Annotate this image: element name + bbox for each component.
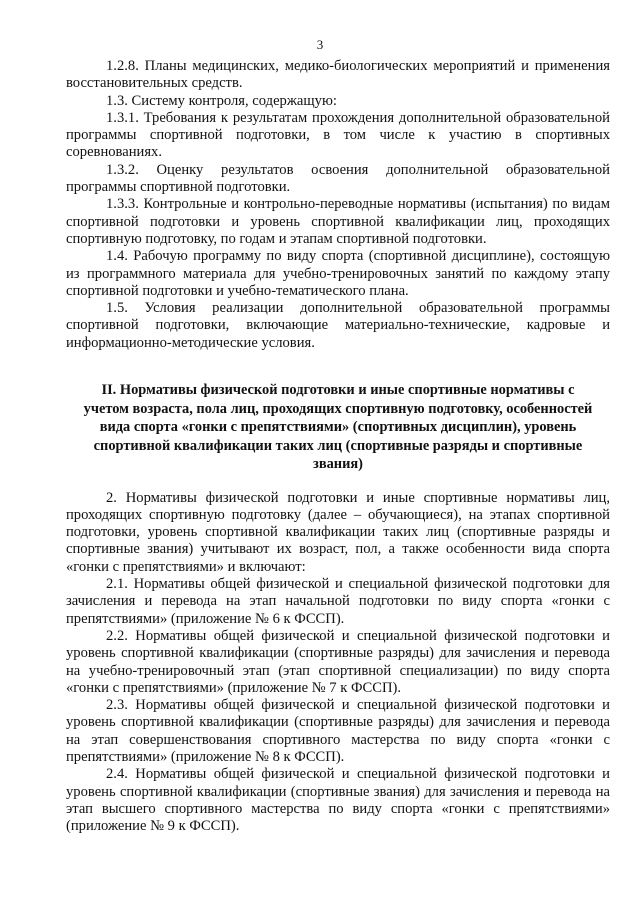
paragraph-2-2: 2.2. Нормативы общей физической и специальной физической подготовки и уровень спортивной квалификации (спортивные разряды) для зачисления и перевода на учебно-тренировочный этап (этап спортивной специализации) по виду спорта «гонки с препятствиями» (приложение № 7 к ФССП). xyxy=(66,627,610,696)
paragraph-2-1: 2.1. Нормативы общей физической и специальной физической подготовки для зачисления и перевода на этап начальной подготовки по виду спорта «гонки с препятствиями» (приложение № 6 к ФССП). xyxy=(66,576,610,627)
paragraph-1-3: 1.3. Систему контроля, содержащую: xyxy=(106,92,337,109)
paragraph-1-3-1: 1.3.1. Требования к результатам прохождения дополнительной образовательной программы спортивной подготовки, в том числе к участию в спортивных соревнованиях. xyxy=(66,109,610,161)
document-body xyxy=(66,58,610,835)
paragraph-1-4: 1.4. Рабочую программу по виду спорта (спортивной дисциплине), состоящую из программного материала для учебно-тренировочных занятий по каждому этапу спортивной подготовки и учебно-тематического плана. xyxy=(66,248,610,299)
section-heading: II. Нормативы физической подготовки и иные спортивные нормативы с учетом возраста, пола лиц, проходящих спортивную подготовку, особенностей вида спорта «гонки с препятствиями» (спортивных дисциплин), уровень спортивной квалификации таких лиц (спортивные разряды и спортивные звания) xyxy=(83,382,593,473)
paragraph-1-2-8: 1.2.8. Планы медицинских, медико-биологических мероприятий и применения восстановительных средств. xyxy=(66,58,610,92)
paragraph-1-3-3: 1.3.3. Контрольные и контрольно-переводные нормативы (испытания) по видам спортивной подготовки и уровень спортивной квалификации лиц, проходящих спортивную подготовку, по годам и этапам спортивной подготовки. xyxy=(66,196,610,247)
paragraph-1-3-2: 1.3.2. Оценку результатов освоения дополнительной образовательной программы спортивной подготовки. xyxy=(66,161,610,196)
paragraph-2: 2. Нормативы физической подготовки и иные спортивные нормативы лиц, проходящих спортивную подготовку (далее – обучающиеся), на этапах спортивной подготовки, уровень спортивной квалификации таких лиц (спортивные разряды и спортивные звания) учитывают их возраст, пол, а также особенности вида спорта «гонки с препятствиями» и включают: xyxy=(66,489,610,575)
paragraph-2-3: 2.3. Нормативы общей физической и специальной физической подготовки и уровень спортивной квалификации (спортивные разряды) для зачисления и перевода на этап совершенствования спортивного мастерства по виду спорта «гонки с препятствиями» (приложение № 8 к ФССП). xyxy=(66,697,610,765)
page-number: 3 xyxy=(316,37,324,52)
paragraph-1-5: 1.5. Условия реализации дополнительной образовательной программы спортивной подготовки, включающие материально-технические, кадровые и информационно-методические условия. xyxy=(66,300,610,351)
paragraph-2-4: 2.4. Нормативы общей физической и специальной физической подготовки и уровень спортивной квалификации (спортивные звания) для зачисления и перевода на этап высшего спортивного мастерства по виду спорта «гонки с препятствиями» (приложение № 9 к ФССП). xyxy=(66,766,610,835)
